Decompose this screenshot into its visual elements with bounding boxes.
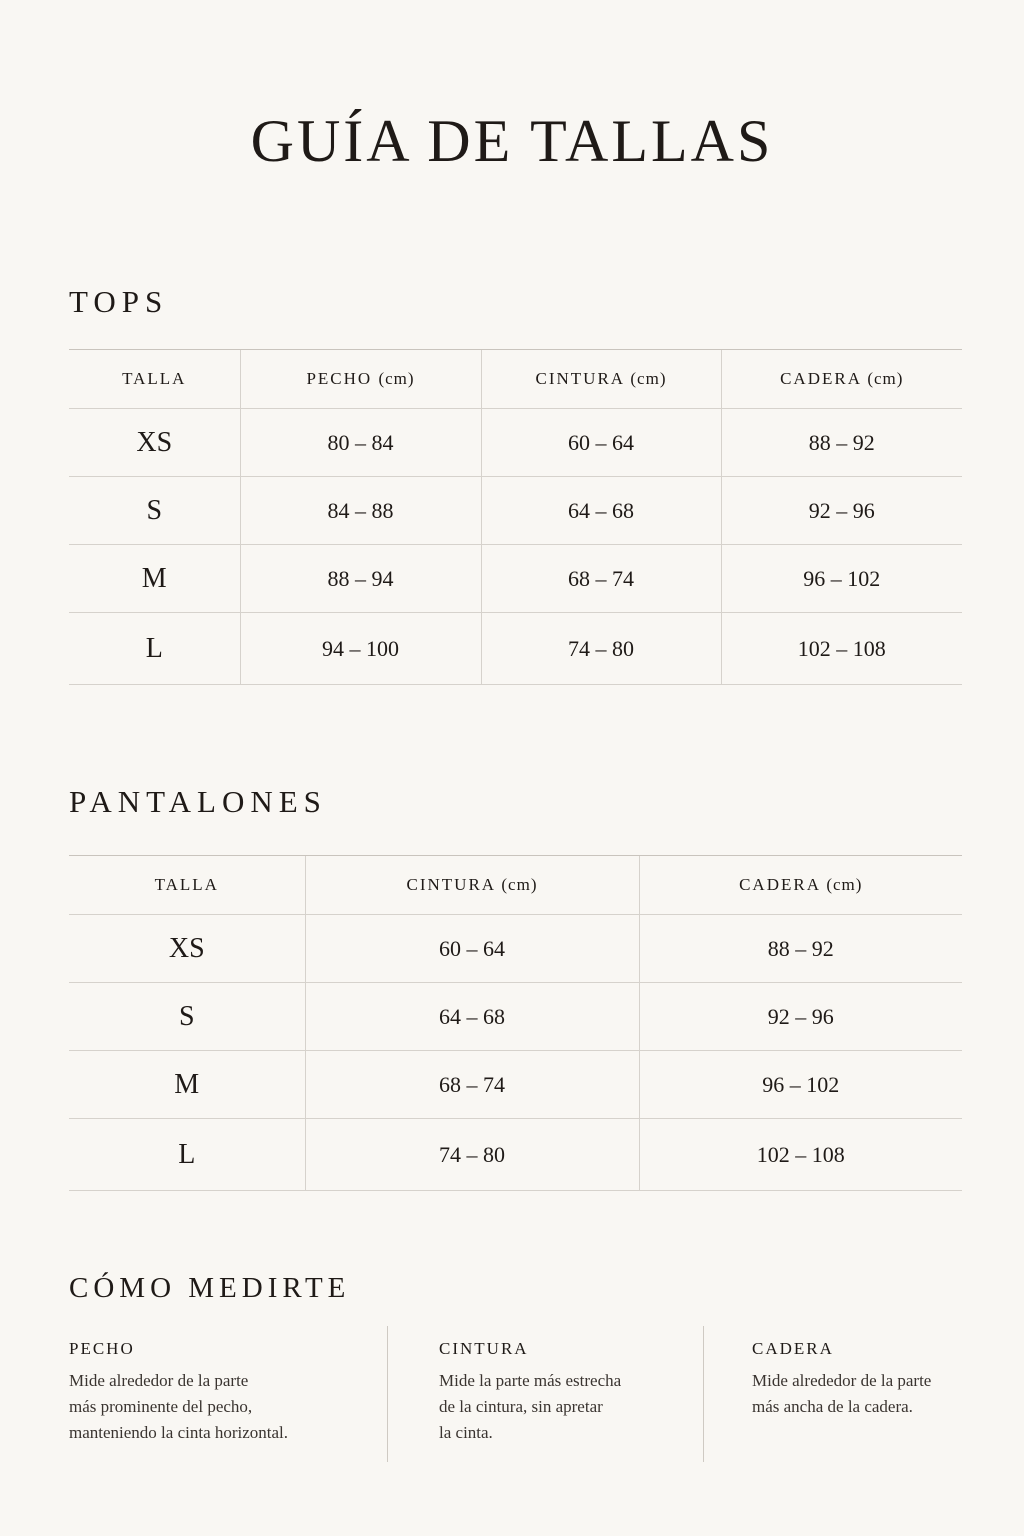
how-to-line: más ancha de la cadera. bbox=[752, 1397, 913, 1416]
cadera-value: 88 – 92 bbox=[721, 409, 962, 477]
cadera-value: 96 – 102 bbox=[639, 1051, 962, 1119]
how-to-title-pecho: PECHO bbox=[69, 1339, 135, 1358]
how-to-title-cintura: CINTURA bbox=[439, 1339, 529, 1358]
table-row bbox=[69, 409, 962, 477]
table-row bbox=[69, 1051, 962, 1119]
how-to-item-cintura bbox=[439, 1326, 689, 1462]
cadera-value: 102 – 108 bbox=[721, 613, 962, 685]
cintura-value: 64 – 68 bbox=[305, 983, 639, 1051]
table-row bbox=[69, 1119, 962, 1191]
how-to-line: Mide alrededor de la parte bbox=[752, 1371, 932, 1390]
tops-header-pecho: PECHO (cm) bbox=[240, 350, 481, 409]
size-label: XS bbox=[69, 915, 305, 983]
size-label: L bbox=[69, 613, 240, 685]
table-row bbox=[69, 545, 962, 613]
pecho-value: 84 – 88 bbox=[240, 477, 481, 545]
how-to-line: Mide la parte más estrecha bbox=[439, 1371, 622, 1390]
pantalones-header-talla: TALLA bbox=[69, 856, 305, 915]
how-to-line: manteniendo la cinta horizontal. bbox=[69, 1423, 289, 1442]
cintura-value: 60 – 64 bbox=[481, 409, 721, 477]
tops-header-cintura: CINTURA (cm) bbox=[481, 350, 721, 409]
how-to-line: la cinta. bbox=[439, 1423, 493, 1442]
size-label: L bbox=[69, 1119, 305, 1191]
page-title: GUÍA DE TALLAS bbox=[250, 108, 774, 174]
cintura-value: 74 – 80 bbox=[305, 1119, 639, 1191]
section-title-tops: TOPS bbox=[69, 284, 169, 319]
table-row bbox=[69, 915, 962, 983]
size-label: S bbox=[69, 477, 240, 545]
cadera-value: 102 – 108 bbox=[639, 1119, 962, 1191]
cintura-value: 68 – 74 bbox=[305, 1051, 639, 1119]
cintura-value: 74 – 80 bbox=[481, 613, 721, 685]
pecho-value: 94 – 100 bbox=[240, 613, 481, 685]
table-row bbox=[69, 477, 962, 545]
tops-header-cadera: CADERA (cm) bbox=[721, 350, 962, 409]
size-label: XS bbox=[69, 409, 240, 477]
column-divider bbox=[387, 1326, 388, 1462]
size-label: M bbox=[69, 545, 240, 613]
cadera-value: 92 – 96 bbox=[721, 477, 962, 545]
table-row bbox=[69, 983, 962, 1051]
pantalones-header-cadera: CADERA (cm) bbox=[639, 856, 962, 915]
tops-header-row bbox=[69, 350, 962, 409]
how-to-line: más prominente del pecho, bbox=[69, 1397, 253, 1416]
section-title-como-medirte: CÓMO MEDIRTE bbox=[69, 1272, 351, 1304]
cadera-value: 88 – 92 bbox=[639, 915, 962, 983]
tops-size-table bbox=[69, 349, 962, 685]
how-to-title-cadera: CADERA bbox=[752, 1339, 834, 1358]
table-row bbox=[69, 613, 962, 685]
how-to-item-pecho bbox=[69, 1326, 369, 1462]
how-to-measure bbox=[69, 1326, 962, 1462]
tops-header-talla: TALLA bbox=[69, 350, 240, 409]
pantalones-header-cintura: CINTURA (cm) bbox=[305, 856, 639, 915]
how-to-item-cadera bbox=[752, 1326, 962, 1462]
how-to-text-cintura bbox=[439, 1368, 689, 1446]
cintura-value: 68 – 74 bbox=[481, 545, 721, 613]
cintura-value: 64 – 68 bbox=[481, 477, 721, 545]
cadera-value: 96 – 102 bbox=[721, 545, 962, 613]
how-to-text-cadera bbox=[752, 1368, 962, 1420]
how-to-text-pecho bbox=[69, 1368, 369, 1446]
cintura-value: 60 – 64 bbox=[305, 915, 639, 983]
how-to-line: Mide alrededor de la parte bbox=[69, 1371, 249, 1390]
size-label: S bbox=[69, 983, 305, 1051]
how-to-line: de la cintura, sin apretar bbox=[439, 1397, 603, 1416]
pantalones-header-row bbox=[69, 856, 962, 915]
pantalones-size-table bbox=[69, 855, 962, 1191]
section-title-pantalones: PANTALONES bbox=[69, 784, 327, 819]
pecho-value: 88 – 94 bbox=[240, 545, 481, 613]
column-divider bbox=[703, 1326, 704, 1462]
cadera-value: 92 – 96 bbox=[639, 983, 962, 1051]
pecho-value: 80 – 84 bbox=[240, 409, 481, 477]
size-label: M bbox=[69, 1051, 305, 1119]
